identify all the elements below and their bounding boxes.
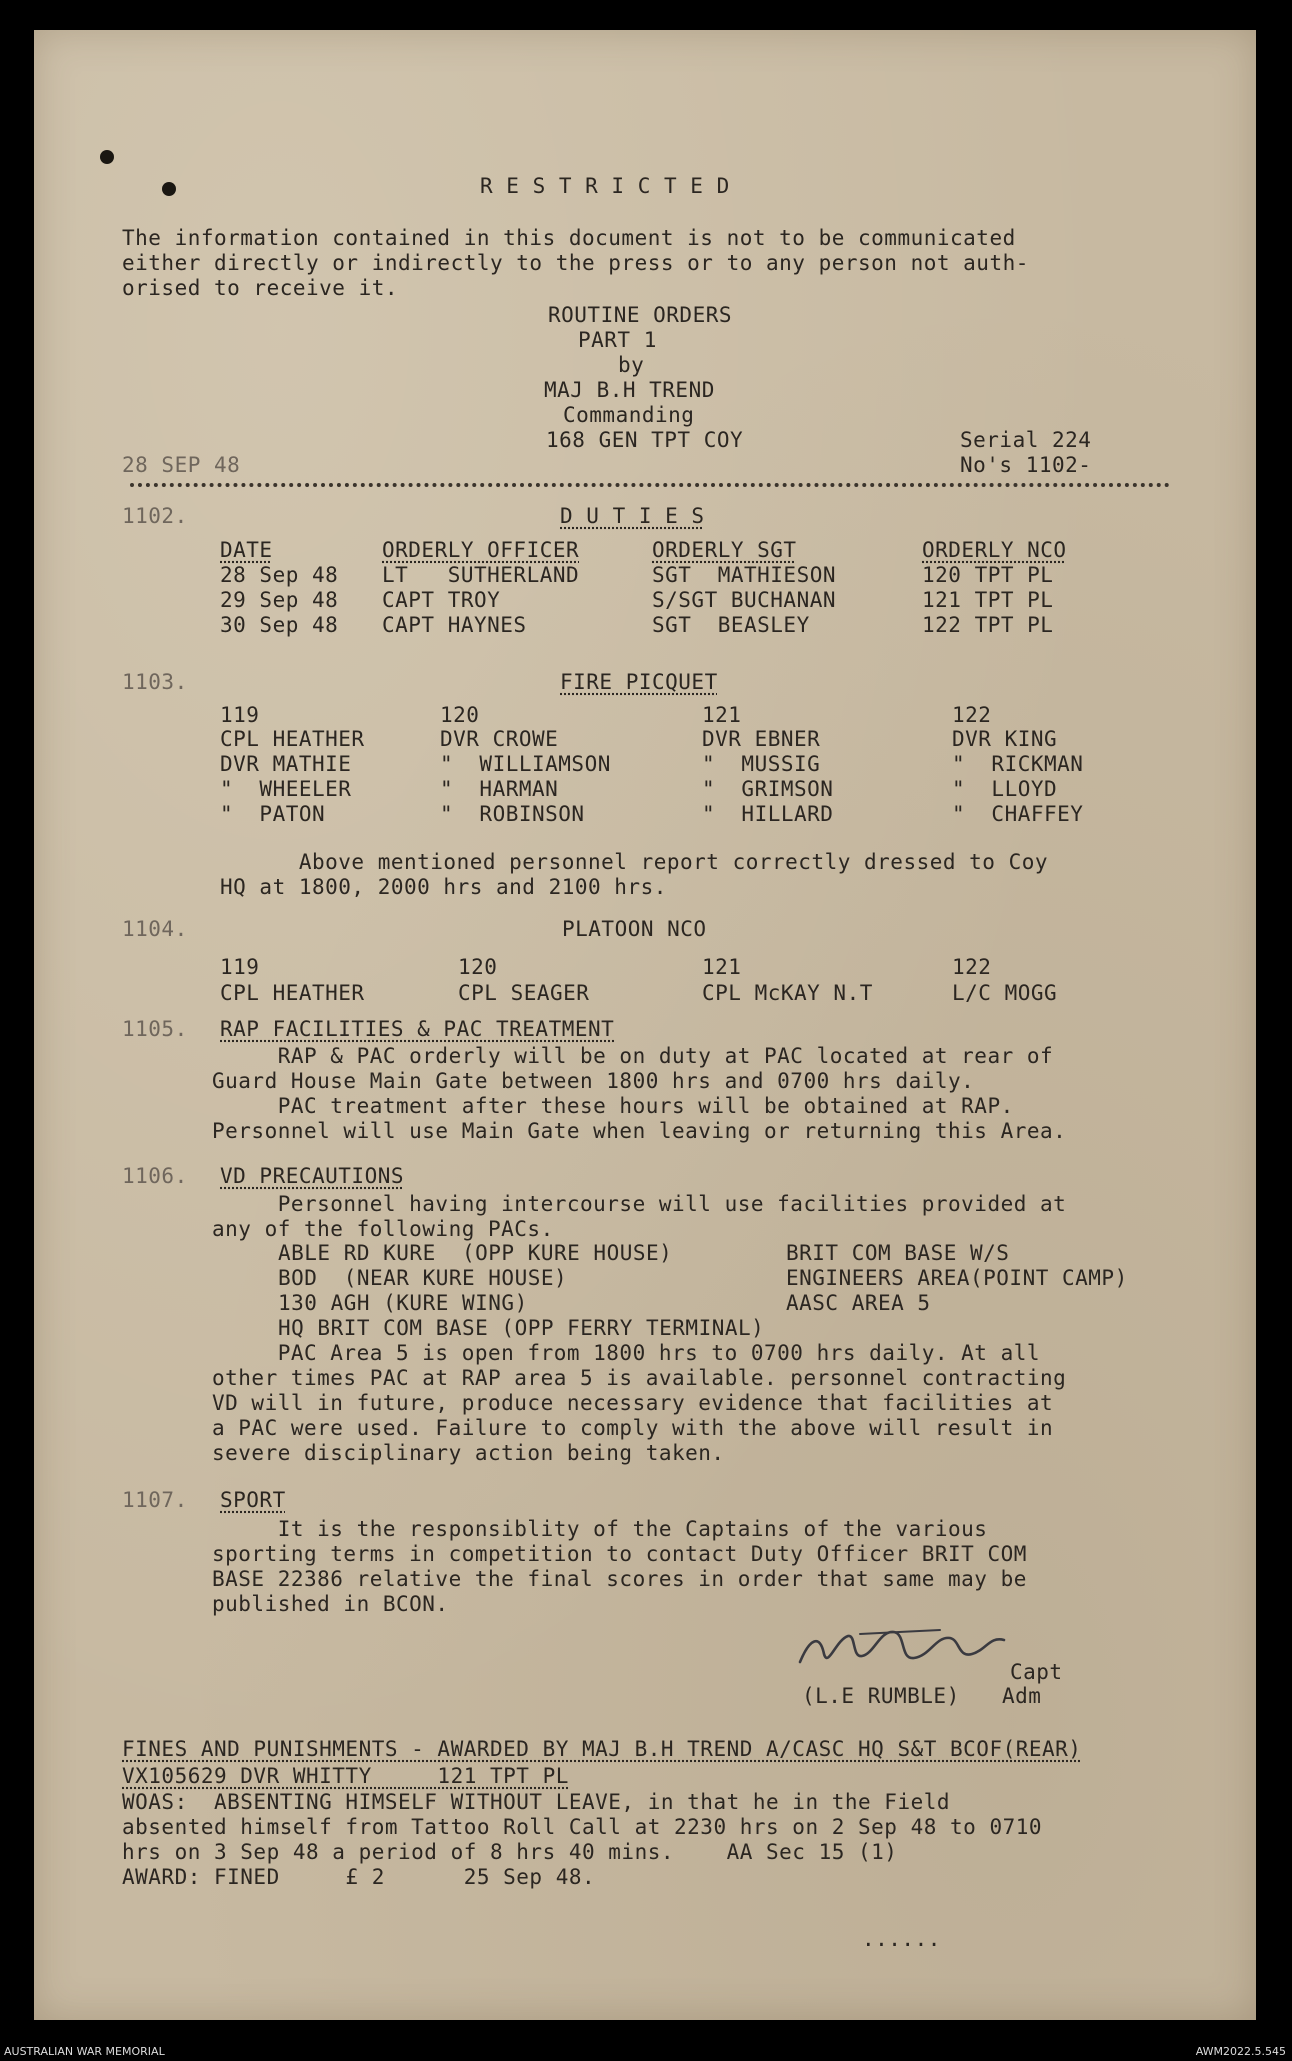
platoon-number: 120 <box>440 703 480 727</box>
picquet-name: " PATON <box>220 802 326 826</box>
nco-name: CPL SEAGER <box>458 981 590 1005</box>
table-cell: CAPT TROY <box>382 588 501 612</box>
platoon-number: 121 <box>702 955 742 979</box>
order-date: 28 SEP 48 <box>122 453 241 477</box>
paragraph-line: BASE 22386 relative the final scores in order that same may be <box>212 1567 1027 1591</box>
picquet-name: " HARMAN <box>440 777 559 801</box>
section-heading: D U T I E S <box>560 504 705 528</box>
table-cell: SGT BEASLEY <box>652 613 810 637</box>
picquet-name: " RICKMAN <box>952 752 1084 776</box>
pac-location: 130 AGH (KURE WING) <box>278 1291 528 1315</box>
table-cell: 30 Sep 48 <box>220 613 339 637</box>
pac-location: BOD (NEAR KURE HOUSE) <box>278 1266 568 1290</box>
paragraph-line: any of the following PACs. <box>212 1217 554 1241</box>
notice-line: The information contained in this document is not to be communicated <box>122 226 1016 250</box>
paragraph-line: absented himself from Tattoo Roll Call at 2230 hrs on 2 Sep 48 to 0710 <box>122 1815 1043 1839</box>
paragraph-line: PAC treatment after these hours will be obtained at RAP. <box>212 1094 1014 1118</box>
order-numbers: No's 1102- <box>960 453 1092 477</box>
picquet-name: CPL HEATHER <box>220 727 365 751</box>
picquet-name: " WILLIAMSON <box>440 752 611 776</box>
section-number: 1103. <box>122 670 188 694</box>
platoon-number: 122 <box>952 703 992 727</box>
column-header: ORDERLY OFFICER <box>382 538 580 562</box>
title-line: PART 1 <box>578 328 657 352</box>
signatory-rank: Capt <box>1010 1660 1063 1684</box>
picquet-name: DVR EBNER <box>702 727 821 751</box>
section-heading: VD PRECAUTIONS <box>220 1164 405 1188</box>
table-cell: 28 Sep 48 <box>220 563 339 587</box>
section-heading: PLATOON NCO <box>562 917 707 941</box>
archive-reference: AWM2022.5.545 <box>1195 2045 1286 2058</box>
handwritten-signature <box>790 1618 1020 1678</box>
platoon-number: 119 <box>220 703 260 727</box>
table-cell: 121 TPT PL <box>922 588 1054 612</box>
picquet-name: " CHAFFEY <box>952 802 1084 826</box>
picquet-name: " GRIMSON <box>702 777 834 801</box>
soldier-line: VX105629 DVR WHITTY 121 TPT PL <box>122 1764 569 1788</box>
column-header: ORDERLY NCO <box>922 538 1067 562</box>
title-line: by <box>618 353 645 377</box>
picquet-name: " MUSSIG <box>702 752 821 776</box>
picquet-name: " ROBINSON <box>440 802 585 826</box>
nco-name: CPL HEATHER <box>220 981 365 1005</box>
paragraph-line: Personnel will use Main Gate when leaving or returning this Area. <box>212 1119 1067 1143</box>
picquet-name: DVR KING <box>952 727 1058 751</box>
picquet-name: " LLOYD <box>952 777 1058 801</box>
paragraph-line: a PAC were used. Failure to comply with the above will result in <box>212 1416 1054 1440</box>
notice-line: either directly or indirectly to the press or to any person not auth- <box>122 251 1029 275</box>
paragraph-line: HQ at 1800, 2000 hrs and 2100 hrs. <box>220 875 667 899</box>
platoon-number: 120 <box>458 955 498 979</box>
archive-credit: AUSTRALIAN WAR MEMORIAL <box>4 2045 165 2058</box>
pac-location: HQ BRIT COM BASE (OPP FERRY TERMINAL) <box>278 1316 765 1340</box>
paragraph-line: VD will in future, produce necessary evidence that facilities at <box>212 1391 1054 1415</box>
signatory-name: (L.E RUMBLE) <box>802 1684 960 1708</box>
punch-hole <box>162 182 176 196</box>
title-line: MAJ B.H TREND <box>544 378 715 402</box>
platoon-number: 119 <box>220 955 260 979</box>
paragraph-line: Guard House Main Gate between 1800 hrs and 0700 hrs daily. <box>212 1069 975 1093</box>
title-line: Commanding <box>563 403 695 427</box>
serial-number: Serial 224 <box>960 428 1092 452</box>
picquet-name: DVR CROWE <box>440 727 559 751</box>
table-cell: SGT MATHIESON <box>652 563 837 587</box>
paragraph-line: published in BCON. <box>212 1592 449 1616</box>
table-cell: 120 TPT PL <box>922 563 1054 587</box>
signatory-role: Adm <box>1002 1684 1042 1708</box>
section-number: 1105. <box>122 1017 188 1041</box>
platoon-number: 121 <box>702 703 742 727</box>
separator-line <box>130 483 1170 487</box>
section-number: 1102. <box>122 504 188 528</box>
title-line: 168 GEN TPT COY <box>546 428 744 452</box>
picquet-name: " WHEELER <box>220 777 352 801</box>
picquet-name: " HILLARD <box>702 802 834 826</box>
paragraph-line: hrs on 3 Sep 48 a period of 8 hrs 40 mins. AA Sec 15 (1) <box>122 1840 898 1864</box>
table-cell: LT SUTHERLAND <box>382 563 580 587</box>
nco-name: L/C MOGG <box>952 981 1058 1005</box>
section-number: 1106. <box>122 1164 188 1188</box>
table-cell: S/SGT BUCHANAN <box>652 588 837 612</box>
column-header: ORDERLY SGT <box>652 538 797 562</box>
pac-location: ENGINEERS AREA(POINT CAMP) <box>786 1266 1128 1290</box>
section-heading: FINES AND PUNISHMENTS - AWARDED BY MAJ B.H TREND A/CASC HQ S&T BCOF(REAR) <box>122 1737 1082 1761</box>
pac-location: BRIT COM BASE W/S <box>786 1241 1010 1265</box>
table-cell: 29 Sep 48 <box>220 588 339 612</box>
paragraph-line: PAC Area 5 is open from 1800 hrs to 0700 hrs daily. At all <box>212 1341 1041 1365</box>
picquet-name: DVR MATHIE <box>220 752 352 776</box>
notice-line: orised to receive it. <box>122 276 399 300</box>
paragraph-line: WOAS: ABSENTING HIMSELF WITHOUT LEAVE, in that he in the Field <box>122 1790 951 1814</box>
paragraph-line: It is the responsiblity of the Captains of the various <box>212 1517 988 1541</box>
table-cell: 122 TPT PL <box>922 613 1054 637</box>
section-number: 1107. <box>122 1488 188 1512</box>
section-heading: FIRE PICQUET <box>560 670 718 694</box>
paragraph-line: other times PAC at RAP area 5 is available. personnel contracting <box>212 1366 1067 1390</box>
table-cell: CAPT HAYNES <box>382 613 527 637</box>
pac-location: AASC AREA 5 <box>786 1291 931 1315</box>
section-heading: RAP FACILITIES & PAC TREATMENT <box>220 1017 615 1041</box>
paragraph-line: Personnel having intercourse will use facilities provided at <box>212 1192 1067 1216</box>
end-marker: ...... <box>862 1927 941 1951</box>
paragraph-line: severe disciplinary action being taken. <box>212 1441 725 1465</box>
nco-name: CPL McKAY N.T <box>702 981 873 1005</box>
column-header: DATE <box>220 538 273 562</box>
paragraph-line: AWARD: FINED £ 2 25 Sep 48. <box>122 1865 596 1889</box>
paragraph-line: RAP & PAC orderly will be on duty at PAC located at rear of <box>212 1044 1054 1068</box>
platoon-number: 122 <box>952 955 992 979</box>
classification-banner: R E S T R I C T E D <box>480 174 730 198</box>
pac-location: ABLE RD KURE (OPP KURE HOUSE) <box>278 1241 673 1265</box>
section-heading: SPORT <box>220 1488 286 1512</box>
punch-hole <box>100 150 114 164</box>
section-number: 1104. <box>122 917 188 941</box>
paragraph-line: Above mentioned personnel report correctly dressed to Coy <box>220 850 1049 874</box>
paragraph-line: sporting terms in competition to contact Duty Officer BRIT COM <box>212 1542 1027 1566</box>
title-line: ROUTINE ORDERS <box>548 303 733 327</box>
